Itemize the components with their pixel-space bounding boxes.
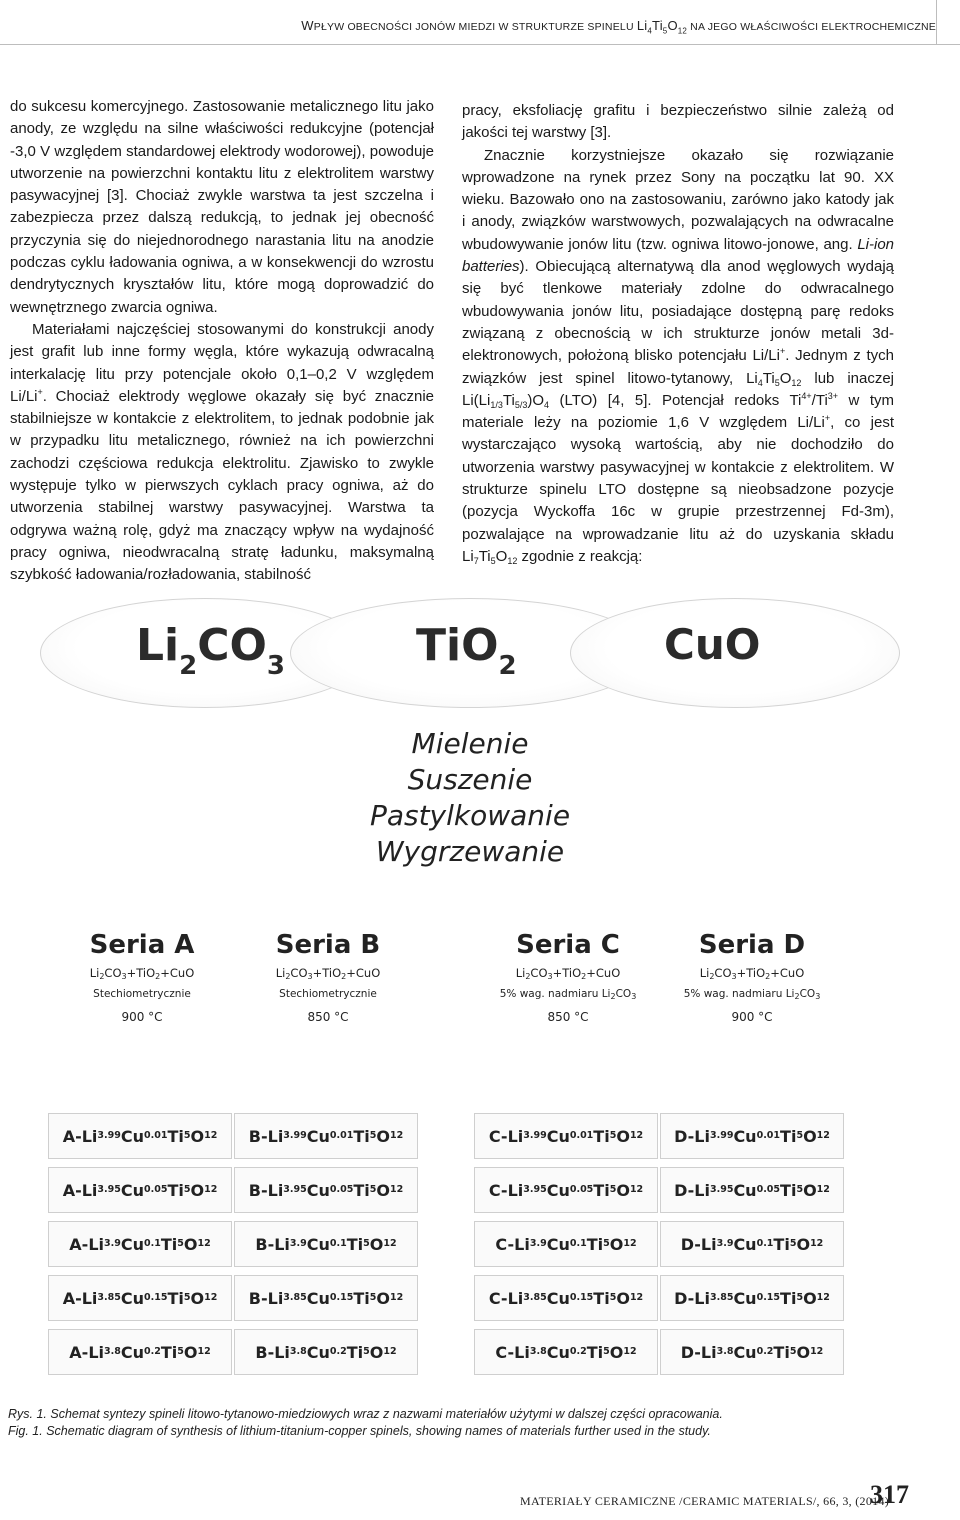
series-c — [470, 928, 666, 1038]
reagent-sub: 2 — [498, 651, 517, 681]
react-sub: 2 — [155, 972, 161, 981]
formula-text: O — [183, 1234, 198, 1254]
formula-text: Ti — [780, 1126, 797, 1146]
formula-text: O — [190, 1180, 205, 1200]
material-box: A-Li 3.95 Cu 0.05 Ti 5 O 12 — [48, 1167, 232, 1213]
formula-text: Ti — [167, 1126, 184, 1146]
formula-text: Ti — [353, 1126, 370, 1146]
italic-term: Li-ion batteries — [462, 235, 894, 276]
series-temperature: 900 °C — [731, 1010, 773, 1024]
formula-text: D-Li — [674, 1288, 710, 1308]
formula-text: Cu — [306, 1234, 330, 1254]
formula-text: O — [369, 1234, 384, 1254]
header-formula-sub: 4 — [647, 26, 653, 36]
formula-text: Cu — [306, 1126, 330, 1146]
react-sub: 3 — [307, 972, 313, 981]
formula-text: Ti — [593, 1126, 610, 1146]
formula-text: O — [369, 1342, 384, 1362]
formula-text: Cu — [733, 1234, 757, 1254]
step-pelletizing: Pastylkowanie — [369, 799, 571, 832]
formula-text: Ti — [780, 1288, 797, 1308]
formula-text: Cu — [733, 1180, 757, 1200]
react-text: +TiO — [126, 966, 156, 980]
formula-text: Ti — [353, 1288, 370, 1308]
material-box: B-Li 3.99 Cu 0.01 Ti 5 O 12 — [234, 1113, 418, 1159]
formula-text: C-Li — [488, 1180, 524, 1200]
material-box: D-Li 3.99 Cu 0.01 Ti 5 O 12 — [660, 1113, 844, 1159]
journal-footer: MATERIAŁY CERAMICZNE /CERAMIC MATERIALS/, 66, 3, (2014) — [520, 1494, 890, 1508]
subscript: 4 — [757, 377, 763, 388]
reagent-text: Li — [136, 620, 180, 671]
react-sub: 2 — [709, 972, 715, 981]
material-box: C-Li 3.99 Cu 0.01 Ti 5 O 12 — [474, 1113, 658, 1159]
material-box: C-Li 3.9 Cu 0.1 Ti 5 O 12 — [474, 1221, 658, 1267]
formula-text: Ti — [167, 1180, 184, 1200]
text-run: O — [495, 547, 508, 565]
formula-text: O — [616, 1180, 630, 1200]
material-box: A-Li 3.9 Cu 0.1 Ti 5 O 12 — [48, 1221, 232, 1267]
right-paragraph-2 — [462, 145, 894, 569]
page-number: 317 — [870, 1480, 909, 1509]
formula-text: Cu — [546, 1288, 570, 1308]
material-box: B-Li 3.8 Cu 0.2 Ti 5 O 12 — [234, 1329, 418, 1375]
material-box: B-Li 3.9 Cu 0.1 Ti 5 O 12 — [234, 1221, 418, 1267]
formula-text: Ti — [773, 1234, 790, 1254]
header-formula-sub: 12 — [677, 26, 688, 36]
text-run: lub inaczej Li(Li — [462, 369, 895, 409]
subscript: 7 — [473, 555, 479, 566]
react-sub: 3 — [547, 972, 553, 981]
material-box: B-Li 3.95 Cu 0.05 Ti 5 O 12 — [234, 1167, 418, 1213]
text-run: . Chociaż elektrody węglowe okazały się być znacznie stabilniejsze w kontakcie z elektrolitem, to jednak podobnie jak w przypadku litu metalicznego, również na ich powierzchni zachodzi częściowa redukcja elektrolitu. Zjawisko to zwykle występuje tylko w pierwszych cyklach pracy ogniwa, aż do utworzenia stabilnej warstwy pasywacyjnej. Warstwa ta odgrywa ważną rolę, gdyż ma znaczący wpływ na wydajność pracy ogniwa, nieodwracalną stratę ładunku, maksymalną szybkość ładowania/rozładowania, stabilność — [10, 387, 434, 584]
note-text: 5% wag. nadmiaru Li — [499, 988, 611, 1000]
formula-text: O — [609, 1234, 624, 1254]
formula-text: A-Li — [62, 1288, 98, 1308]
reagent-text: TiO — [416, 620, 499, 671]
formula-text: A-Li — [62, 1126, 98, 1146]
formula-text: A-Li — [69, 1342, 104, 1362]
react-text: CO — [290, 966, 308, 980]
formula-text: Ti — [353, 1180, 370, 1200]
formula-text: Ti — [586, 1342, 604, 1362]
superscript: + — [37, 386, 43, 397]
formula-text: B-Li — [255, 1342, 290, 1362]
reagent-sub: 2 — [179, 651, 198, 681]
formula-text: Cu — [546, 1342, 570, 1362]
formula-text: O — [376, 1126, 390, 1146]
right-column — [462, 100, 894, 568]
formula-text: Cu — [306, 1180, 330, 1200]
note-text: 5% wag. nadmiaru Li — [683, 988, 795, 1000]
react-text: +CuO — [586, 966, 621, 980]
text-run: ). Obiecującą alternatywą dla anod węglowych wydają się być tlenkowe materiały zdolne do odwracalnego wbudowywania jonów litu, posiadające dostępną parę redoks związaną z obecnością w ich strukturze jonów metali 3d-elektronowych, położoną blisko potencjału Li/Li — [462, 258, 894, 365]
superscript: + — [779, 346, 786, 357]
formula-text: Cu — [733, 1342, 757, 1362]
material-box: C-Li 3.95 Cu 0.05 Ti 5 O 12 — [474, 1167, 658, 1213]
series-name: Seria A — [89, 930, 195, 960]
series-reaction — [230, 966, 426, 980]
react-text: Li — [89, 966, 100, 980]
formula-text: O — [183, 1342, 198, 1362]
react-sub: 2 — [765, 972, 771, 981]
caption-polish: Rys. 1. Schemat syntezy spineli litowo-tytanowo-miedziowych wraz z nazwami materiałów użytymi w dalszej części opracowania. — [8, 1407, 723, 1421]
formula-text: B-Li — [248, 1180, 284, 1200]
header-formula-o: O — [667, 18, 678, 33]
formula-text: Ti — [346, 1342, 364, 1362]
caption-english: Fig. 1. Schematic diagram of synthesis of lithium-titanium-copper spinels, showing names of materials further used in the study. — [8, 1424, 711, 1438]
series-b — [230, 928, 426, 1038]
formula-text: Cu — [306, 1288, 330, 1308]
formula-text: B-Li — [248, 1126, 284, 1146]
reagent-li2co3 — [136, 620, 286, 681]
formula-text: Ti — [167, 1288, 184, 1308]
reagent-text: CO — [197, 620, 267, 671]
formula-text: Cu — [546, 1126, 570, 1146]
formula-text: D-Li — [680, 1342, 717, 1362]
note-sub: 2 — [610, 992, 616, 1001]
material-box: D-Li 3.95 Cu 0.05 Ti 5 O 12 — [660, 1167, 844, 1213]
material-box: C-Li 3.85 Cu 0.15 Ti 5 O 12 — [474, 1275, 658, 1321]
formula-text: Ti — [780, 1180, 797, 1200]
header-formula-ti: Ti — [652, 18, 663, 33]
material-box: C-Li 3.8 Cu 0.2 Ti 5 O 12 — [474, 1329, 658, 1375]
note-text: CO — [615, 988, 632, 1000]
formula-text: B-Li — [255, 1234, 290, 1254]
formula-text: C-Li — [495, 1234, 530, 1254]
react-sub: 3 — [731, 972, 737, 981]
formula-text: A-Li — [69, 1234, 104, 1254]
series-name: Seria D — [698, 930, 806, 960]
figure-caption — [8, 1406, 928, 1440]
text-run: zgodnie z reakcją: — [517, 547, 643, 565]
step-annealing: Wygrzewanie — [375, 835, 565, 868]
subscript: 5/3 — [514, 399, 528, 410]
formula-text: Cu — [120, 1234, 144, 1254]
react-text: +CuO — [160, 966, 195, 980]
step-drying: Suszenie — [407, 763, 533, 796]
subscript: 5 — [774, 377, 780, 388]
formula-text: Cu — [120, 1288, 144, 1308]
header-formula-sub: 5 — [662, 26, 668, 36]
running-header — [200, 18, 936, 36]
material-box: A-Li 3.99 Cu 0.01 Ti 5 O 12 — [48, 1113, 232, 1159]
note-sub: 3 — [631, 992, 637, 1001]
series-reaction — [44, 966, 240, 980]
series-name: Seria B — [275, 930, 381, 960]
formula-text: C-Li — [488, 1126, 524, 1146]
note-text: CO — [799, 988, 816, 1000]
text-run: , co jest wystarczająco wysoką wartością, aby nie dochodziło do utworzenia warstwy pasywacyjnej w kontakcie z elektrolitem. W strukturze spinelu LTO dostępne są nieobsadzone pozycje (pozycja Wyckoffa 16c w grupie przestrzennej Fd-3m), pozwalające na wprowadzanie litu aż do uzyskania składu Li — [462, 414, 895, 565]
right-paragraph-1: pracy, eksfoliację grafitu i bezpieczeństwo silnie zależą od jakości tej warstwy [3]. — [462, 102, 894, 142]
material-box: A-Li 3.8 Cu 0.2 Ti 5 O 12 — [48, 1329, 232, 1375]
series-note — [654, 988, 850, 1000]
formula-text: O — [376, 1180, 390, 1200]
text-run: /Ti — [811, 391, 828, 409]
formula-text: Cu — [306, 1342, 330, 1362]
series-note: Stechiometrycznie — [279, 988, 377, 1000]
series-reaction — [470, 966, 666, 980]
formula-text: B-Li — [248, 1288, 284, 1308]
material-box: D-Li 3.9 Cu 0.1 Ti 5 O 12 — [660, 1221, 844, 1267]
formula-text: Ti — [593, 1180, 610, 1200]
react-sub: 2 — [581, 972, 587, 981]
series-d — [654, 928, 850, 1038]
left-paragraph-2 — [10, 319, 434, 587]
formula-text: Cu — [120, 1180, 144, 1200]
text-run: )O — [527, 391, 545, 409]
text-run: Materiałami najczęściej stosowanymi do konstrukcji anody jest grafit lub inne formy węgla, które wykazują odwracalną interkalację litu przy potencjale około 0,1–0,2 V względem Li/Li — [10, 320, 434, 405]
formula-text: Ti — [160, 1234, 178, 1254]
reagent-cuo — [664, 620, 760, 669]
formula-text: O — [616, 1126, 630, 1146]
formula-text: O — [609, 1342, 624, 1362]
header-rule — [0, 44, 960, 45]
react-sub: 2 — [341, 972, 347, 981]
react-text: +TiO — [312, 966, 342, 980]
formula-text: Ti — [346, 1234, 364, 1254]
series-temperature: 900 °C — [121, 1010, 163, 1024]
header-corner-box — [936, 0, 960, 44]
superscript: 3+ — [827, 390, 839, 401]
formula-text: O — [803, 1180, 817, 1200]
formula-text: Ti — [586, 1234, 604, 1254]
formula-text: O — [190, 1288, 205, 1308]
formula-text: D-Li — [674, 1126, 710, 1146]
text-run: O — [779, 369, 792, 387]
react-text: CO — [104, 966, 122, 980]
reagent-tio2 — [416, 620, 517, 681]
note-sub: 3 — [815, 992, 821, 1001]
react-text: +CuO — [346, 966, 381, 980]
formula-text: O — [376, 1288, 390, 1308]
formula-text: O — [803, 1288, 817, 1308]
react-text: +TiO — [552, 966, 582, 980]
left-column — [10, 96, 434, 587]
series-note: Stechiometrycznie — [93, 988, 191, 1000]
formula-text: C-Li — [488, 1288, 524, 1308]
formula-text: Ti — [593, 1288, 610, 1308]
synthesis-diagram — [40, 598, 900, 1398]
formula-text: Ti — [160, 1342, 178, 1362]
material-box: D-Li 3.8 Cu 0.2 Ti 5 O 12 — [660, 1329, 844, 1375]
react-text: +TiO — [736, 966, 766, 980]
formula-text: D-Li — [674, 1180, 710, 1200]
react-sub: 2 — [525, 972, 531, 981]
formula-text: Ti — [773, 1342, 790, 1362]
text-run: Znacznie korzystniejsze okazało się rozwiązanie wprowadzone na rynek przez Sony na początku lat 90. XX wieku. Bazowało ono na zastosowaniu, zarówno jako katody jak i anody, związków warstwowych, pozwalających na odwracalne wbudowywanie jonów litu (tzw. ogniwa litowo-jonowe, ang. — [462, 146, 894, 253]
reagent-text: CuO — [664, 620, 761, 669]
formula-text: Cu — [733, 1288, 757, 1308]
formula-text: Cu — [733, 1126, 757, 1146]
subscript: 4 — [544, 399, 550, 410]
series-name: Seria C — [516, 930, 620, 960]
subscript: 12 — [507, 555, 518, 566]
react-text: CO — [714, 966, 732, 980]
material-box: B-Li 3.85 Cu 0.15 Ti 5 O 12 — [234, 1275, 418, 1321]
formula-text: Cu — [120, 1342, 144, 1362]
formula-text: O — [616, 1288, 630, 1308]
text-run: . Jednym z tych związków jest spinel litowo-tytanowy, Li — [462, 347, 895, 387]
header-title-part1: PŁYW OBECNOŚCI JONÓW MIEDZI W STRUKTURZE SPINELU — [313, 21, 637, 33]
superscript: 4+ — [801, 390, 812, 401]
formula-text: O — [796, 1234, 811, 1254]
subscript: 1/3 — [490, 399, 503, 410]
text-run: (LTO) [4, 5]. Potencjał redoks Ti — [549, 391, 802, 409]
header-title-part2: NA JEGO WŁAŚCIWOŚCI ELEKTROCHEMICZNE — [687, 21, 936, 33]
material-box: D-Li 3.85 Cu 0.15 Ti 5 O 12 — [660, 1275, 844, 1321]
series-reaction — [654, 966, 850, 980]
formula-text: O — [803, 1126, 817, 1146]
reagent-sub: 3 — [266, 651, 286, 681]
react-sub: 2 — [285, 972, 291, 981]
react-sub: 2 — [99, 972, 105, 981]
formula-text: A-Li — [62, 1180, 98, 1200]
text-run: Ti — [762, 369, 775, 387]
step-milling: Mielenie — [411, 727, 529, 760]
subscript: 12 — [791, 377, 802, 388]
left-paragraph-1: do sukcesu komercyjnego. Zastosowanie metalicznego litu jako anody, ze względu na silne właściwości redukcyjne (potencjał -3,0 V względem standardowej elektrody wodorowej), powoduje utworzenie na powierzchni kontaktu litu z elektrolitem warstwy pasywacyjnej [3]. Chociaż zwykle warstwa ta jest szczelna i zabezpiecza przez dalszą redukcją, to jednak jej obecność przyczynia się do niejednorodnego narastania litu na anodzie podczas cyklu ładowania ogniwa, a w konsekwencji do wzrostu dendrytycznych kryształów litu, które mogą doprowadzić do wewnętrznego zwarcia ogniwa. — [10, 98, 434, 316]
react-text: Li — [699, 966, 710, 980]
note-sub: 2 — [794, 992, 800, 1001]
text-run: Ti — [502, 391, 515, 409]
react-text: CO — [530, 966, 548, 980]
header-formula-li: Li — [636, 18, 648, 33]
text-run: Ti — [478, 547, 491, 565]
formula-text: Cu — [120, 1126, 144, 1146]
react-sub: 3 — [121, 972, 127, 981]
series-temperature: 850 °C — [307, 1010, 349, 1024]
react-text: Li — [275, 966, 286, 980]
formula-text: Cu — [546, 1234, 570, 1254]
superscript: + — [824, 413, 831, 424]
series-a — [44, 928, 240, 1038]
formula-text: O — [190, 1126, 205, 1146]
text-run: w tym materiale leży na poziomie 1,6 V względem Li/Li — [462, 391, 894, 432]
subscript: 5 — [490, 555, 496, 566]
processing-steps — [310, 726, 630, 870]
formula-text: Cu — [546, 1180, 570, 1200]
react-text: Li — [515, 966, 526, 980]
formula-text: C-Li — [495, 1342, 530, 1362]
series-note — [470, 988, 666, 1000]
material-box: A-Li 3.85 Cu 0.15 Ti 5 O 12 — [48, 1275, 232, 1321]
formula-text: D-Li — [680, 1234, 717, 1254]
series-temperature: 850 °C — [547, 1010, 589, 1024]
formula-text: O — [796, 1342, 811, 1362]
header-title-lead: W — [301, 18, 314, 33]
react-text: +CuO — [770, 966, 805, 980]
